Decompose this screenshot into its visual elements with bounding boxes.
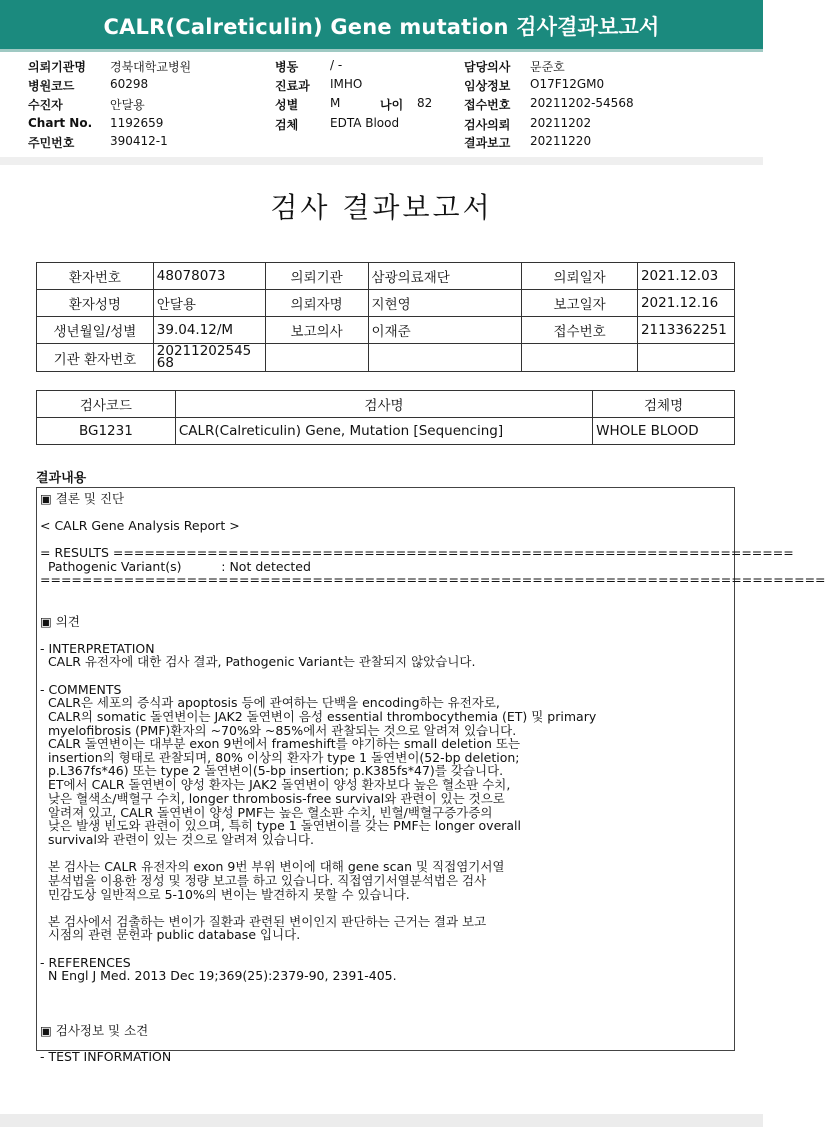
page-gap bbox=[0, 157, 763, 165]
meta-value: 60298 bbox=[110, 77, 149, 91]
patient-field-value: 39.04.12/M bbox=[153, 317, 265, 344]
patient-field-value: 2021.12.03 bbox=[637, 263, 734, 290]
patient-field-value: 20211202545 68 bbox=[153, 344, 265, 372]
result-line: - INTERPRETATION bbox=[40, 641, 155, 656]
result-line: =========================================================================== bbox=[40, 572, 826, 587]
meta-label: Chart No. bbox=[28, 116, 93, 130]
age-value: 82 bbox=[417, 96, 433, 110]
meta-value: O17F12GM0 bbox=[530, 77, 605, 91]
meta-label: 병원코드 bbox=[28, 79, 75, 93]
patient-field-label: 환자번호 bbox=[37, 263, 154, 290]
result-line: 알려져 있고, CALR 돌연변이 양성 PMF는 높은 혈소판 수치, 빈혈/백혈구증가증의 bbox=[40, 805, 493, 820]
result-line: CALR의 somatic 돌연변이는 JAK2 돌연변이 음성 essential thrombocythemia (ET) 및 primary bbox=[40, 709, 597, 724]
patient-field-label: 의뢰일자 bbox=[522, 263, 638, 290]
meta-label: 주민번호 bbox=[28, 136, 75, 150]
result-line: 분석법을 이용한 정성 및 정량 보고를 하고 있습니다. 직접염기서열분석법은 검사 bbox=[40, 873, 487, 888]
meta-label: 검체 bbox=[275, 118, 299, 132]
result-line: - TEST INFORMATION bbox=[40, 1048, 172, 1064]
patient-field-label: 의뢰기관 bbox=[265, 263, 368, 290]
test-code-header: 검사코드 bbox=[37, 391, 176, 418]
result-line: myelofibrosis (PMF)환자의 ~70%와 ~85%에서 관찰되는 것으로 알려져 있습니다. bbox=[40, 723, 517, 738]
meta-value: 20211202-54568 bbox=[530, 96, 634, 110]
result-line: CALR 돌연변이는 대부분 exon 9번에서 frameshift를 야기하는 small deletion 또는 bbox=[40, 736, 521, 751]
specimen-header: 검체명 bbox=[593, 391, 735, 418]
meta-value: 1192659 bbox=[110, 116, 164, 130]
document-title: CALR(Calreticulin) Gene mutation 검사결과보고서 bbox=[103, 15, 660, 39]
result-line: p.L367fs*46) 또는 type 2 돌연변이(5-bp insertion; p.K385fs*47)를 갖습니다. bbox=[40, 763, 504, 778]
meta-label: 병동 bbox=[275, 60, 299, 74]
patient-field-label: 환자성명 bbox=[37, 290, 154, 317]
patient-field-value: 2021.12.16 bbox=[637, 290, 734, 317]
result-line: 낮은 혈색소/백혈구 수치, longer thrombosis-free survival와 관련이 있는 것으로 bbox=[40, 791, 505, 806]
patient-field-value bbox=[637, 344, 734, 372]
result-line: ▣ 검사정보 및 소견 bbox=[40, 1023, 149, 1038]
patient-field-label bbox=[265, 344, 368, 372]
patient-field-label: 보고의사 bbox=[265, 317, 368, 344]
meta-label: 수진자 bbox=[28, 98, 63, 112]
patient-field-label: 보고일자 bbox=[522, 290, 638, 317]
result-content-box bbox=[36, 487, 826, 1064]
result-line: ▣ 의견 bbox=[40, 614, 80, 629]
test-name-value: CALR(Calreticulin) Gene, Mutation [Sequencing] bbox=[175, 418, 592, 445]
test-name-header: 검사명 bbox=[175, 391, 592, 418]
meta-value: 390412-1 bbox=[110, 134, 168, 148]
meta-value: 문준호 bbox=[530, 60, 565, 74]
result-section-label: 결과내용 bbox=[36, 471, 87, 486]
result-line: 본 검사는 CALR 유전자의 exon 9번 부위 변이에 대해 gene scan 및 직접염기서열 bbox=[40, 859, 505, 874]
result-line: insertion의 형태로 관찰되며, 80% 이상의 환자가 type 1 돌연변이(52-bp deletion; bbox=[40, 750, 520, 765]
patient-info-table bbox=[36, 262, 735, 372]
meta-value: 20211220 bbox=[530, 134, 592, 148]
age-label: 나이 bbox=[380, 98, 404, 112]
page-bottom-gap bbox=[0, 1114, 763, 1127]
specimen-value: WHOLE BLOOD bbox=[593, 418, 735, 445]
meta-value: 경북대학교병원 bbox=[110, 60, 192, 74]
meta-value: / - bbox=[330, 58, 343, 72]
patient-field-value: 이재준 bbox=[368, 317, 522, 344]
result-line: CALR은 세포의 증식과 apoptosis 등에 관여하는 단백을 encoding하는 유전자로, bbox=[40, 695, 500, 710]
patient-field-label: 접수번호 bbox=[522, 317, 638, 344]
test-code-value: BG1231 bbox=[37, 418, 176, 445]
meta-value: M bbox=[330, 96, 341, 110]
meta-value: EDTA Blood bbox=[330, 116, 400, 130]
result-line: 본 검사에서 검출하는 변이가 질환과 관련된 변이인지 판단하는 근거는 결과 보고 bbox=[40, 914, 487, 929]
patient-field-value: 48078073 bbox=[153, 263, 265, 290]
meta-value: 안달용 bbox=[110, 98, 145, 112]
meta-label: 의뢰기관명 bbox=[28, 60, 86, 74]
result-line: - REFERENCES bbox=[40, 955, 131, 970]
meta-label: 담당의사 bbox=[464, 60, 511, 74]
patient-field-value: 안달용 bbox=[153, 290, 265, 317]
result-line: 민감도상 일반적으로 5-10%의 변이는 발견하지 못할 수 있습니다. bbox=[40, 887, 410, 902]
result-line: Pathogenic Variant(s) : Not detected bbox=[40, 559, 311, 574]
patient-field-label: 생년월일/성별 bbox=[37, 317, 154, 344]
patient-field-value: 2113362251 bbox=[637, 317, 734, 344]
result-line: 시점의 관련 문헌과 public database 입니다. bbox=[40, 927, 301, 942]
result-line: < CALR Gene Analysis Report > bbox=[40, 518, 240, 533]
meta-label: 성별 bbox=[275, 98, 299, 112]
result-line: CALR 유전자에 대한 검사 결과, Pathogenic Variant는 관찰되지 않았습니다. bbox=[40, 654, 476, 669]
patient-field-value bbox=[368, 344, 522, 372]
result-line: - COMMENTS bbox=[40, 682, 122, 697]
patient-field-label bbox=[522, 344, 638, 372]
meta-label: 접수번호 bbox=[464, 98, 511, 112]
title-bar-divider bbox=[0, 49, 763, 52]
result-line: = RESULTS ================================================================= bbox=[40, 545, 794, 560]
meta-label: 진료과 bbox=[275, 79, 310, 93]
patient-field-label: 기관 환자번호 bbox=[37, 344, 154, 372]
result-line: ▣ 결론 및 진단 bbox=[40, 491, 125, 506]
result-line: ET에서 CALR 돌연변이 양성 환자는 JAK2 돌연변이 양성 환자보다 높은 혈소판 수치, bbox=[40, 777, 511, 792]
meta-value: 20211202 bbox=[530, 116, 592, 130]
patient-field-value: 삼광의료재단 bbox=[368, 263, 522, 290]
test-info-table bbox=[36, 390, 735, 445]
meta-label: 임상정보 bbox=[464, 79, 511, 93]
meta-value: IMHO bbox=[330, 77, 363, 91]
result-line: N Engl J Med. 2013 Dec 19;369(25):2379-90, 2391-405. bbox=[40, 968, 397, 983]
result-line: 낮은 발생 빈도와 관련이 있으며, 특히 type 1 돌연변이를 갖는 PMF는 longer overall bbox=[40, 818, 522, 833]
result-line: survival와 관련이 있는 것으로 알려져 있습니다. bbox=[40, 832, 314, 847]
meta-label: 결과보고 bbox=[464, 136, 511, 150]
report-title: 검사 결과보고서 bbox=[270, 191, 493, 224]
patient-field-label: 의뢰자명 bbox=[265, 290, 368, 317]
patient-field-value: 지현영 bbox=[368, 290, 522, 317]
meta-label: 검사의뢰 bbox=[464, 118, 511, 132]
